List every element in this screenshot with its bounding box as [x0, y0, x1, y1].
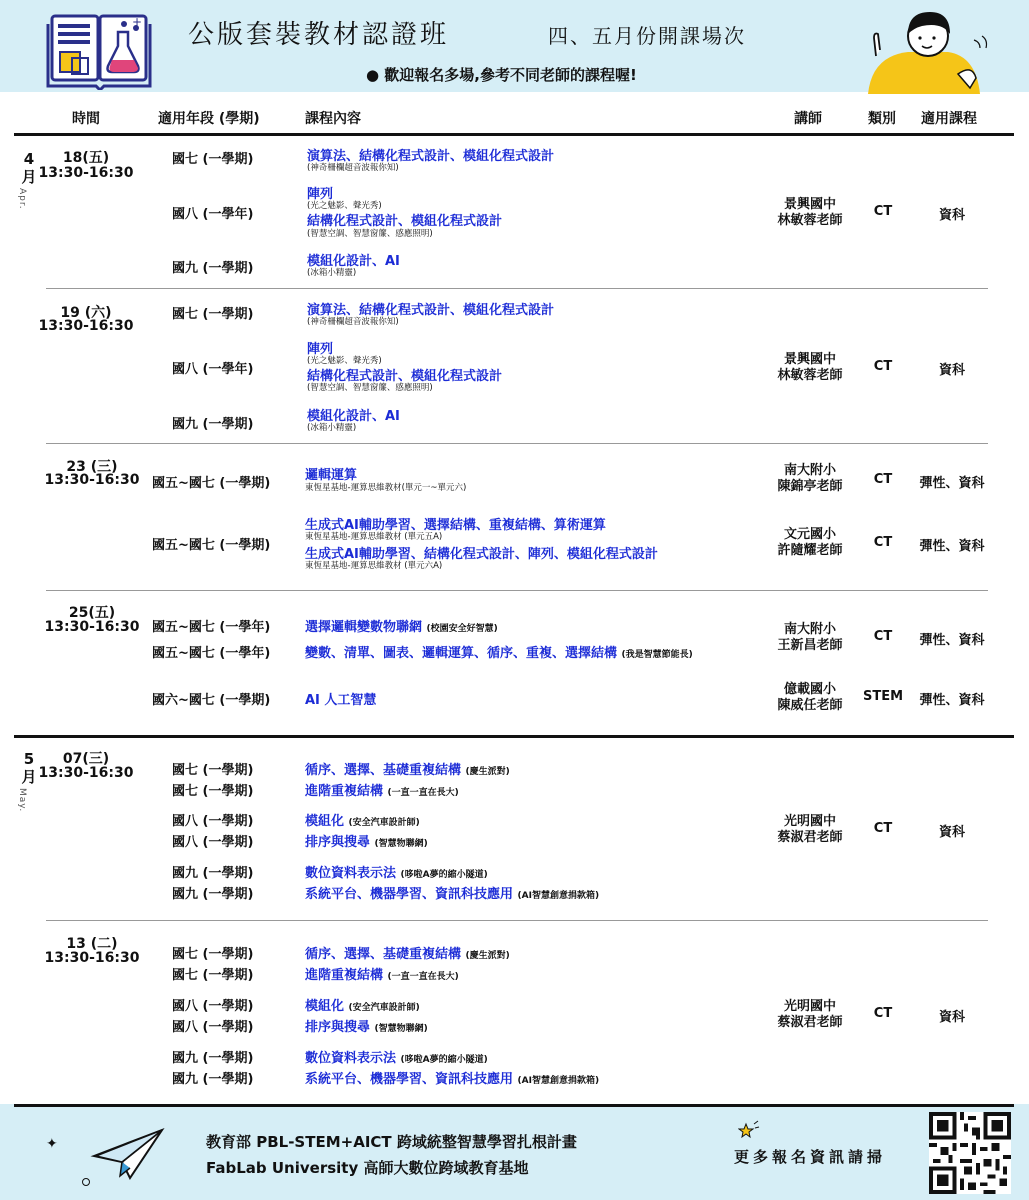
teacher-name: 許隨耀老師	[777, 543, 843, 558]
course-title: 進階重複結構 (一直一直在長大)	[305, 784, 459, 799]
session-date: 19 (六)	[60, 305, 112, 321]
month-april: 4	[23, 150, 35, 168]
footer-organization: FabLab University 高師大數位跨域教育基地	[206, 1159, 529, 1177]
footer-program: 教育部 PBL-STEM+AICT 跨域統整智慧學習扎根計畫	[206, 1133, 577, 1151]
teacher-school: 景興國中	[783, 352, 836, 367]
course-note: (智慧空調、智慧窗簾、感應照明)	[307, 383, 433, 393]
month-april-en: Apr.	[17, 188, 27, 210]
course-type: 資科	[938, 208, 965, 223]
grade-level: 國八 (一學期)	[172, 835, 254, 850]
book-science-icon	[44, 10, 154, 90]
category: CT	[873, 472, 893, 487]
page-subtitle: 四、五月份開課場次	[548, 24, 746, 48]
course-note: (智慧物聯網)	[374, 839, 428, 849]
grade-level: 國九 (一學期)	[172, 417, 254, 432]
teacher-school: 億載國小	[783, 682, 836, 697]
course-type: 資科	[938, 363, 965, 378]
grade-level: 國九 (一學期)	[172, 261, 254, 276]
course-title: 進階重複結構 (一直一直在長大)	[305, 968, 459, 983]
teacher-name: 蔡淑君老師	[777, 830, 843, 845]
teacher-name: 蔡淑君老師	[777, 1015, 843, 1030]
course-title: 排序與搜尋 (智慧物聯網)	[305, 835, 428, 850]
col-header-category: 類別	[868, 111, 896, 127]
grade-level: 國七 (一學期)	[172, 763, 254, 778]
more-info-label: 更多報名資訊請掃	[734, 1148, 887, 1166]
col-header-time: 時間	[72, 111, 100, 127]
grade-level: 國九 (一學期)	[172, 1072, 254, 1087]
col-header-course-type: 適用課程	[921, 111, 977, 127]
course-note: 東恆星基地-運算思維教材 (單元五A)	[305, 532, 443, 542]
teacher-name: 林敏蓉老師	[777, 368, 843, 383]
course-title: 生成式AI輔助學習、結構化程式設計、陣列、模組化程式設計	[305, 547, 658, 562]
course-title: 變數、清單、圖表、邏輯運算、循序、重複、選擇結構 (我是智慧節能長)	[305, 646, 693, 661]
course-note: (AI智慧創意捐款箱)	[517, 1076, 600, 1086]
grade-level: 國九 (一學期)	[172, 866, 254, 881]
course-title: 陣列	[307, 187, 334, 202]
teacher-name: 林敏蓉老師	[777, 213, 843, 228]
teacher-school: 文元國小	[783, 527, 836, 542]
teacher-school: 景興國中	[783, 197, 836, 212]
grade-level: 國七 (一學期)	[172, 307, 254, 322]
grade-level: 國五~國七 (一學期)	[152, 538, 271, 553]
session-time: 13:30-16:30	[38, 765, 134, 781]
month-may: 5	[23, 750, 35, 768]
session-time: 13:30-16:30	[38, 318, 134, 334]
page-title: 公版套裝教材認證班	[188, 20, 450, 50]
grade-level: 國九 (一學期)	[172, 887, 254, 902]
teacher-school: 光明國中	[783, 999, 836, 1014]
category: CT	[873, 359, 893, 374]
course-title: 模組化設計、AI	[307, 409, 400, 424]
divider	[14, 1104, 1014, 1107]
divider	[14, 133, 1014, 136]
course-title: 生成式AI輔助學習、選擇結構、重複結構、算術運算	[305, 518, 606, 533]
session-date: 18(五)	[62, 150, 110, 166]
col-header-teacher: 講師	[794, 111, 822, 127]
month-may-en: May.	[17, 788, 27, 813]
course-title: 循序、選擇、基礎重複結構 (慶生派對)	[305, 763, 510, 778]
course-note: (光之魅影、聲光秀)	[307, 201, 382, 211]
month-may-char: 月	[21, 768, 37, 786]
course-title: 陣列	[307, 342, 334, 357]
teacher-name: 王新昌老師	[777, 638, 843, 653]
course-title: 結構化程式設計、模組化程式設計	[307, 369, 503, 384]
course-note: (一直一直在長大)	[387, 788, 459, 798]
course-note: (AI智慧創意捐款箱)	[517, 891, 600, 901]
category: STEM	[862, 689, 904, 704]
grade-level: 國五~國七 (一學年)	[152, 620, 271, 635]
welcome-message: ● 歡迎報名多場,參考不同老師的課程喔!	[366, 66, 637, 84]
course-note: (光之魅影、聲光秀)	[307, 356, 382, 366]
session-time: 13:30-16:30	[38, 165, 134, 181]
teacher-school: 光明國中	[783, 814, 836, 829]
category: CT	[873, 821, 893, 836]
col-header-grade: 適用年段 (學期)	[158, 111, 260, 127]
course-note: 東恆星基地-運算思維教材(單元一~單元六)	[305, 483, 467, 493]
session-date: 23 (三)	[66, 459, 118, 475]
teacher-name: 陳威任老師	[777, 698, 843, 713]
course-note: (智慧物聯網)	[374, 1024, 428, 1034]
session-time: 13:30-16:30	[44, 619, 140, 635]
course-note: (神奇柵欄超音波報你知)	[307, 317, 399, 327]
divider	[46, 920, 988, 921]
grade-level: 國七 (一學期)	[172, 784, 254, 799]
grade-level: 國五~國七 (一學年)	[152, 646, 271, 661]
course-title: 系統平台、機器學習、資訊科技應用 (AI智慧創意捐款箱)	[305, 1072, 600, 1087]
course-title: 模組化 (安全汽車設計師)	[305, 814, 420, 829]
course-note: (哆啦A夢的縮小隧道)	[400, 1055, 488, 1065]
grade-level: 國八 (一學期)	[172, 1020, 254, 1035]
divider	[14, 735, 1014, 738]
course-note: (哆啦A夢的縮小隧道)	[400, 870, 488, 880]
person-pointing-icon	[858, 4, 998, 94]
teacher-school: 南大附小	[783, 463, 836, 478]
course-title: 數位資料表示法 (哆啦A夢的縮小隧道)	[305, 866, 488, 881]
session-date: 07(三)	[62, 751, 110, 767]
course-title: AI 人工智慧	[305, 693, 377, 708]
course-type: 彈性、資科	[919, 693, 985, 708]
paper-plane-icon	[90, 1126, 166, 1182]
course-note: (安全汽車設計師)	[348, 818, 420, 828]
grade-level: 國八 (一學期)	[172, 999, 254, 1014]
course-note: (一直一直在長大)	[387, 972, 459, 982]
course-type: 資科	[938, 825, 965, 840]
divider	[46, 443, 988, 444]
grade-level: 國八 (一學年)	[172, 207, 254, 222]
course-note: (慶生派對)	[465, 951, 510, 961]
course-note: (智慧空調、智慧窗簾、感應照明)	[307, 229, 433, 239]
star-icon	[738, 1120, 760, 1140]
category: CT	[873, 535, 893, 550]
course-title: 邏輯運算	[305, 468, 358, 483]
category: CT	[873, 204, 893, 219]
svg-text:+: +	[132, 15, 143, 29]
course-type: 彈性、資科	[919, 476, 985, 491]
course-type: 彈性、資科	[919, 633, 985, 648]
course-note: 東恆星基地-運算思維教材 (單元六A)	[305, 561, 443, 571]
course-note: (冰箱小精靈)	[307, 268, 357, 278]
course-title: 排序與搜尋 (智慧物聯網)	[305, 1020, 428, 1035]
course-title: 系統平台、機器學習、資訊科技應用 (AI智慧創意捐款箱)	[305, 887, 600, 902]
grade-level: 國五~國七 (一學期)	[152, 476, 271, 491]
course-title: 模組化 (安全汽車設計師)	[305, 999, 420, 1014]
teacher-school: 南大附小	[783, 622, 836, 637]
grade-level: 國七 (一學期)	[172, 968, 254, 983]
course-note: (冰箱小精靈)	[307, 423, 357, 433]
session-time: 13:30-16:30	[44, 950, 140, 966]
course-note: (慶生派對)	[465, 767, 510, 777]
sparkle-icon: ✦	[46, 1136, 58, 1152]
divider	[46, 288, 988, 289]
category: CT	[873, 1006, 893, 1021]
course-title: 數位資料表示法 (哆啦A夢的縮小隧道)	[305, 1051, 488, 1066]
session-date: 25(五)	[68, 605, 116, 621]
grade-level: 國七 (一學期)	[172, 152, 254, 167]
session-time: 13:30-16:30	[44, 472, 140, 488]
divider	[46, 590, 988, 591]
session-date: 13 (二)	[66, 936, 118, 952]
grade-level: 國六~國七 (一學期)	[152, 693, 271, 708]
course-title: 循序、選擇、基礎重複結構 (慶生派對)	[305, 947, 510, 962]
category: CT	[873, 629, 893, 644]
course-type: 資科	[938, 1010, 965, 1025]
month-april-char: 月	[21, 168, 37, 186]
grade-level: 國八 (一學期)	[172, 814, 254, 829]
course-title: 模組化設計、AI	[307, 254, 400, 269]
circle-icon	[82, 1178, 90, 1186]
grade-level: 國七 (一學期)	[172, 947, 254, 962]
grade-level: 國九 (一學期)	[172, 1051, 254, 1066]
course-title: 演算法、結構化程式設計、模組化程式設計	[307, 149, 555, 164]
course-note: (神奇柵欄超音波報你知)	[307, 163, 399, 173]
course-title: 結構化程式設計、模組化程式設計	[307, 214, 503, 229]
course-title: 演算法、結構化程式設計、模組化程式設計	[307, 303, 555, 318]
grade-level: 國八 (一學年)	[172, 362, 254, 377]
course-note: (校園安全好智慧)	[426, 624, 498, 634]
col-header-content: 課程內容	[305, 111, 361, 127]
teacher-name: 陳錦亭老師	[777, 479, 843, 494]
course-type: 彈性、資科	[919, 539, 985, 554]
course-note: (安全汽車設計師)	[348, 1003, 420, 1013]
course-title: 選擇邏輯變數物聯網 (校園安全好智慧)	[305, 620, 498, 635]
course-note: (我是智慧節能長)	[621, 650, 693, 660]
qr-code[interactable]	[929, 1112, 1011, 1194]
